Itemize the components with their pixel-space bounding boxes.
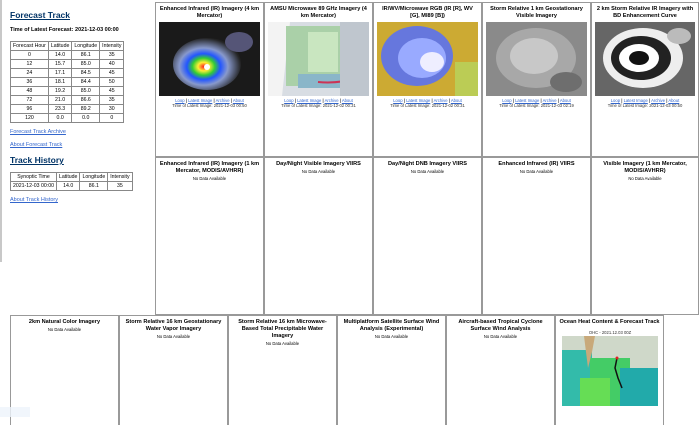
- table-cell: 40: [100, 60, 124, 69]
- table-cell: 72: [11, 96, 49, 105]
- latest-image-link[interactable]: Latest Image: [623, 98, 648, 103]
- table-cell: 0.0: [48, 114, 71, 123]
- panel-title: IR/WV/Microwave RGB (IR [R], WV [G], MI89 [B]): [382, 6, 473, 19]
- faded-overlay: [0, 407, 30, 417]
- panel-title: Storm Relative 16 km Microwave-Based Total Precipitable Water Imagery: [238, 319, 327, 339]
- table-row: [11, 87, 124, 96]
- no-data-message: No Data Available: [519, 169, 554, 174]
- link-separator: |: [648, 98, 651, 103]
- latest-time-value: 2021-12-02 00:31: [431, 103, 465, 108]
- latest-time-label: Time of Latest Image:: [390, 103, 431, 108]
- column-header: Longitude: [72, 42, 100, 51]
- panel-16km-water-vapor: [119, 315, 228, 425]
- enhanced-ir-thumbnail[interactable]: [159, 22, 260, 96]
- panel-visible-1km-modis: [591, 157, 699, 315]
- link-separator: |: [185, 98, 187, 103]
- latest-image-time: [483, 103, 590, 108]
- panel-aircraft-wind: [446, 315, 555, 425]
- no-data-message: No Data Available: [374, 334, 409, 339]
- loop-link[interactable]: Loop: [610, 98, 621, 103]
- panel-title: Multiplatform Satellite Surface Wind Analysis (Experimental): [343, 319, 440, 332]
- link-separator: |: [448, 98, 450, 103]
- table-row: [11, 105, 124, 114]
- latest-image-link[interactable]: Latest Image: [188, 98, 213, 103]
- archive-link[interactable]: Archive: [651, 98, 666, 103]
- table-row: [11, 69, 124, 78]
- amsu-89ghz-thumbnail[interactable]: [268, 22, 369, 96]
- bd-curve-thumbnail[interactable]: [595, 22, 695, 96]
- table-cell: 84.5: [72, 69, 100, 78]
- panel-2km-ir-bd: [591, 2, 699, 157]
- table-cell: 85.0: [72, 87, 100, 96]
- forecast-track-archive-link[interactable]: Forecast Track Archive: [10, 129, 66, 135]
- link-separator: |: [339, 98, 341, 103]
- link-separator: |: [666, 98, 668, 103]
- panel-title: AMSU Microwave 89 GHz Imagery (4 km Mercator): [270, 6, 367, 19]
- about-link[interactable]: About: [559, 98, 571, 103]
- about-track-history-link[interactable]: About Track History: [10, 197, 58, 203]
- left-panel: [10, 10, 155, 210]
- table-cell: 19.2: [48, 87, 71, 96]
- table-cell: 48: [11, 87, 49, 96]
- track-history-table: [10, 172, 133, 191]
- panel-multiplatform-wind: [337, 315, 446, 425]
- table-cell: 21.0: [48, 96, 71, 105]
- no-data-message: No Data Available: [156, 334, 191, 339]
- loop-link[interactable]: Loop: [393, 98, 403, 103]
- panel-title: Ocean Heat Content & Forecast Track: [559, 319, 660, 325]
- table-cell: 86.1: [80, 182, 108, 191]
- link-separator: |: [512, 98, 514, 103]
- forecast-track-title: Forecast Track: [10, 10, 71, 20]
- table-cell: 0.0: [72, 114, 100, 123]
- column-header: Latitude: [56, 173, 79, 182]
- about-link[interactable]: About: [450, 98, 462, 103]
- table-cell: 35: [100, 96, 124, 105]
- table-cell: 12: [11, 60, 49, 69]
- column-header: Latitude: [48, 42, 71, 51]
- link-separator: |: [322, 98, 324, 103]
- panel-title: Aircraft-based Tropical Cyclone Surface Wind Analysis: [458, 319, 543, 332]
- panel-title: Visible Imagery (1 km Mercator, MODIS/AVHRR): [603, 161, 687, 174]
- table-cell: 45: [100, 87, 124, 96]
- latest-time-value: 2021-12-03 00:50: [649, 103, 683, 108]
- table-header-row: [11, 173, 133, 182]
- latest-time-value: 2021-12-02 00:31: [322, 103, 356, 108]
- panel-amsu-89ghz: [264, 2, 373, 157]
- panel-title: Storm Relative 16 km Geostationary Water Vapor Imagery: [125, 319, 222, 332]
- table-cell: 30: [100, 105, 124, 114]
- table-cell: 120: [11, 114, 49, 123]
- table-row: [11, 96, 124, 105]
- link-separator: |: [431, 98, 433, 103]
- link-separator: |: [213, 98, 215, 103]
- column-header: Synoptic Time: [11, 173, 57, 182]
- table-cell: 89.2: [72, 105, 100, 114]
- table-row: [11, 60, 124, 69]
- table-cell: 85.0: [72, 60, 100, 69]
- column-header: Intensity: [100, 42, 124, 51]
- panel-16km-tpw: [228, 315, 337, 425]
- panel-day-night-dnb-viirs: [373, 157, 482, 315]
- table-row: [11, 182, 133, 191]
- table-cell: 50: [100, 78, 124, 87]
- latest-forecast: [10, 27, 155, 33]
- table-cell: 86.6: [72, 96, 100, 105]
- latest-time-label: Time of Latest Image:: [281, 103, 322, 108]
- panel-title: 2 km Storm Relative IR Imagery with BD Enhancement Curve: [596, 6, 694, 19]
- table-cell: 35: [108, 182, 132, 191]
- latest-time-value: 2021-12-03 02:19: [540, 103, 574, 108]
- about-forecast-track-link[interactable]: About Forecast Track: [10, 142, 63, 148]
- link-separator: |: [403, 98, 405, 103]
- table-cell: 35: [100, 51, 124, 60]
- no-data-message: No Data Available: [301, 169, 336, 174]
- link-separator: |: [230, 98, 232, 103]
- link-separator: |: [540, 98, 542, 103]
- loop-link[interactable]: Loop: [175, 98, 185, 103]
- latest-image-time: [592, 103, 698, 108]
- latest-forecast-label: Time of Latest Forecast:: [10, 27, 74, 33]
- ocean-heat-thumbnail[interactable]: [560, 328, 660, 406]
- archive-link[interactable]: Archive: [433, 98, 448, 103]
- panel-title: 2km Natural Color Imagery: [28, 319, 101, 325]
- table-cell: 96: [11, 105, 49, 114]
- panel-day-night-visible-viirs: [264, 157, 373, 315]
- archive-link[interactable]: Archive: [324, 98, 339, 103]
- panel-enhanced-ir-4km: [155, 2, 264, 157]
- latest-image-time: [374, 103, 481, 108]
- panel-title: Day/Night DNB Imagery VIIRS: [388, 161, 467, 167]
- table-cell: 84.4: [72, 78, 100, 87]
- latest-image-time: [156, 103, 263, 108]
- latest-image-link[interactable]: Latest Image: [406, 98, 431, 103]
- archive-link[interactable]: Archive: [542, 98, 557, 103]
- panel-enhanced-ir-1km-modis: [155, 157, 264, 315]
- link-separator: |: [557, 98, 559, 103]
- panel-ir-wv-microwave-rgb: [373, 2, 482, 157]
- no-data-message: No Data Available: [47, 327, 82, 332]
- table-cell: 24: [11, 69, 49, 78]
- latest-time-label: Time of Latest Image:: [172, 103, 213, 108]
- about-link[interactable]: About: [668, 98, 680, 103]
- left-border: [0, 0, 2, 262]
- table-cell: 45: [100, 69, 124, 78]
- rgb-thumbnail[interactable]: [377, 22, 478, 96]
- panel-storm-relative-visible: [482, 2, 591, 157]
- panel-ocean-heat-content: [555, 315, 664, 425]
- table-row: [11, 51, 124, 60]
- latest-image-link[interactable]: Latest Image: [515, 98, 540, 103]
- table-row: [11, 78, 124, 87]
- table-cell: 14.0: [48, 51, 71, 60]
- latest-forecast-time: 2021-12-03 00:00: [75, 27, 119, 33]
- table-cell: 23.3: [48, 105, 71, 114]
- no-data-message: No Data Available: [628, 176, 662, 181]
- table-cell: 18.1: [48, 78, 71, 87]
- table-cell: 15.7: [48, 60, 71, 69]
- no-data-message: No Data Available: [483, 334, 518, 339]
- panel-title: Storm Relative 1 km Geostationary Visible Imagery: [490, 6, 583, 19]
- about-link[interactable]: About: [341, 98, 353, 103]
- no-data-message: No Data Available: [265, 341, 300, 346]
- table-cell: 0: [100, 114, 124, 123]
- column-header: Forecast Hour: [11, 42, 49, 51]
- latest-time-label: Time of Latest Image:: [607, 103, 649, 108]
- table-header-row: [11, 42, 124, 51]
- latest-time-label: Time of Latest Image:: [499, 103, 540, 108]
- latest-image-time: [265, 103, 372, 108]
- table-row: [11, 114, 124, 123]
- no-data-message: No Data Available: [192, 176, 227, 181]
- table-cell: 2021-12-03 00:00: [11, 182, 57, 191]
- loop-link[interactable]: Loop: [502, 98, 512, 103]
- panel-title: Day/Night Visible Imagery VIIRS: [276, 161, 361, 167]
- no-data-message: No Data Available: [410, 169, 445, 174]
- archive-link[interactable]: Archive: [215, 98, 230, 103]
- column-header: Longitude: [80, 173, 108, 182]
- table-cell: 86.1: [72, 51, 100, 60]
- visible-thumbnail[interactable]: [486, 22, 587, 96]
- ocean-heat-map-caption: OHC - 2021.12.03 00Z: [588, 330, 631, 335]
- table-cell: 17.1: [48, 69, 71, 78]
- about-link[interactable]: About: [232, 98, 244, 103]
- column-header: Intensity: [108, 173, 132, 182]
- track-history-title: Track History: [10, 155, 64, 165]
- panel-title: Enhanced Infrared (IR) VIIRS: [498, 161, 575, 167]
- panel-title: Enhanced Infrared (IR) Imagery (4 km Mercator): [159, 6, 260, 19]
- loop-link[interactable]: Loop: [284, 98, 294, 103]
- latest-image-link[interactable]: Latest Image: [297, 98, 322, 103]
- table-cell: 14.0: [56, 182, 79, 191]
- table-cell: 0: [11, 51, 49, 60]
- panel-enhanced-ir-viirs: [482, 157, 591, 315]
- forecast-track-table: [10, 41, 124, 123]
- link-separator: |: [294, 98, 296, 103]
- latest-time-value: 2021-12-03 00:50: [213, 103, 247, 108]
- panel-title: Enhanced Infrared (IR) Imagery (1 km Mercator, MODIS/AVHRR): [159, 161, 260, 174]
- table-cell: 36: [11, 78, 49, 87]
- link-separator: |: [621, 98, 623, 103]
